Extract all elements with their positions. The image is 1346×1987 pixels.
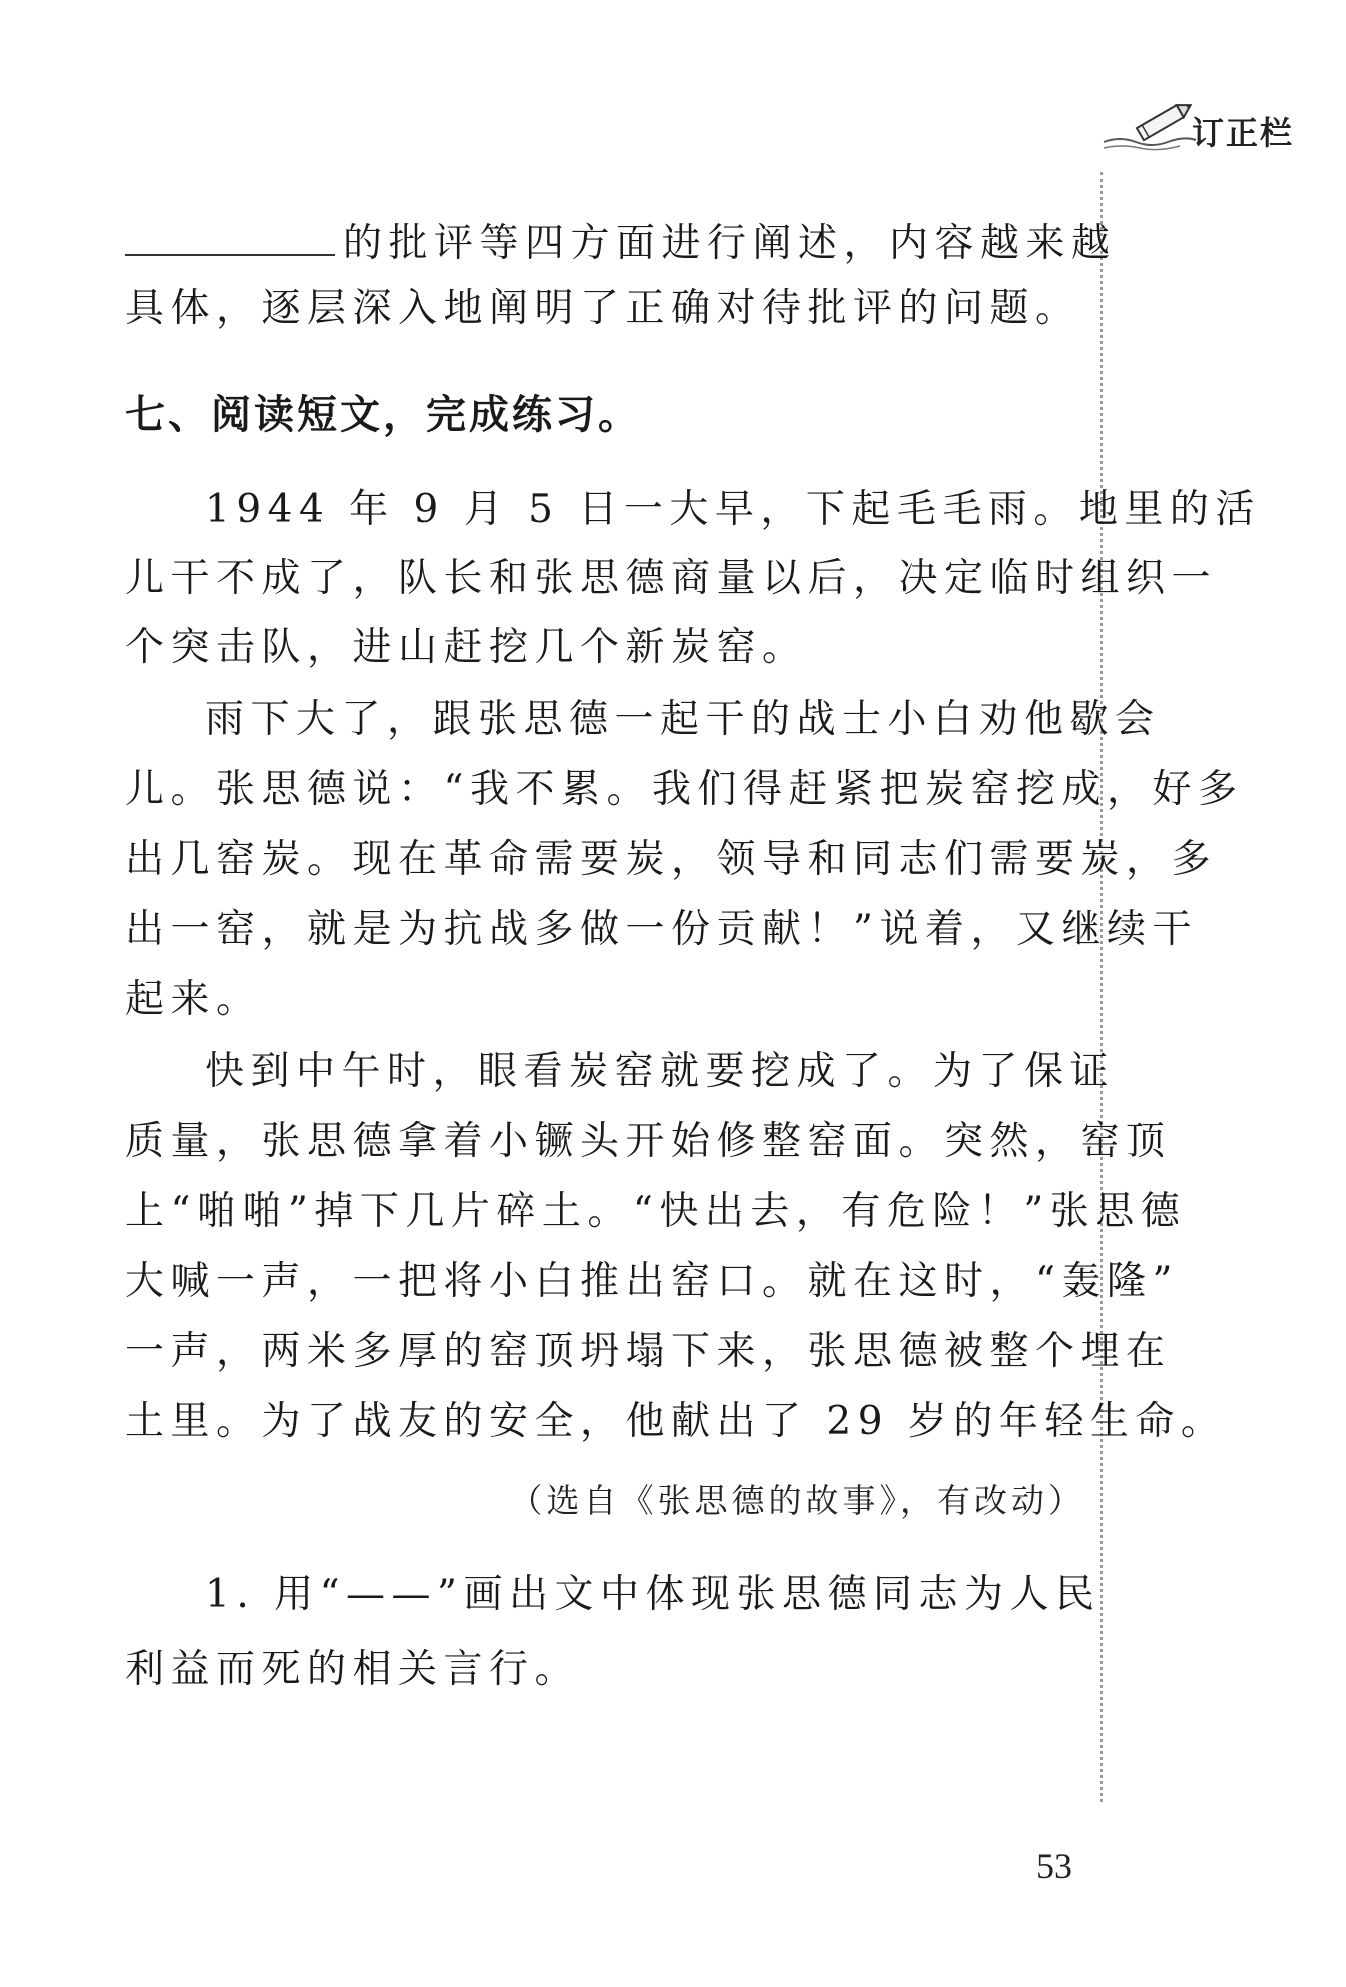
prev-text-line-2: 具体，逐层深入地阐明了正确对待批评的问题。 bbox=[125, 286, 1081, 331]
passage-line: 1944 年 9 月 5 日一大早，下起毛毛雨。地里的活 bbox=[205, 487, 1261, 532]
correction-column-divider bbox=[1100, 172, 1103, 1802]
page-number: 53 bbox=[1036, 1846, 1072, 1886]
section-heading: 七、阅读短文，完成练习。 bbox=[125, 392, 641, 438]
passage-line: 雨下大了，跟张思德一起干的战士小白劝他歇会 bbox=[205, 697, 1161, 742]
passage-source: （选自《张思德的故事》，有改动） bbox=[509, 1481, 1085, 1520]
passage-line: 快到中午时，眼看炭窑就要挖成了。为了保证 bbox=[205, 1049, 1116, 1094]
passage-line: 大喊一声，一把将小白推出窑口。就在这时，“轰隆” bbox=[125, 1259, 1179, 1304]
prev-text-line-1: 的批评等四方面进行阐述，内容越来越 bbox=[125, 220, 1085, 263]
passage-line: 儿干不成了，队长和张思德商量以后，决定临时组织一 bbox=[125, 556, 1218, 601]
passage-line: 上“啪啪”掉下几片碎土。“快出去，有危险！”张思德 bbox=[125, 1189, 1187, 1234]
correction-column-header bbox=[1100, 96, 1330, 156]
passage-line: 一声，两米多厚的窑顶坍塌下来，张思德被整个埋在 bbox=[125, 1329, 1172, 1374]
answer-blank[interactable] bbox=[125, 220, 335, 256]
correction-column-label: 订正栏 bbox=[1192, 114, 1295, 152]
passage-line: 起来。 bbox=[125, 977, 262, 1022]
passage-line: 出一窑，就是为抗战多做一份贡献！”说着，又继续干 bbox=[125, 907, 1198, 952]
passage-line: 土里。为了战友的安全，他献出了 29 岁的年轻生命。 bbox=[125, 1399, 1227, 1444]
pencil-icon bbox=[1100, 96, 1200, 156]
passage-line: 质量，张思德拿着小镢头开始修整窑面。突然，窑顶 bbox=[125, 1119, 1172, 1164]
question-1-line-1: 1. 用“——”画出文中体现张思德同志为人民 bbox=[205, 1572, 1101, 1617]
question-1-line-2: 利益而死的相关言行。 bbox=[125, 1647, 581, 1692]
passage-line: 个突击队，进山赶挖几个新炭窑。 bbox=[125, 625, 808, 670]
passage-line: 儿。张思德说：“我不累。我们得赶紧把炭窑挖成，好多 bbox=[125, 767, 1244, 812]
passage-line: 出几窑炭。现在革命需要炭，领导和同志们需要炭，多 bbox=[125, 837, 1218, 882]
